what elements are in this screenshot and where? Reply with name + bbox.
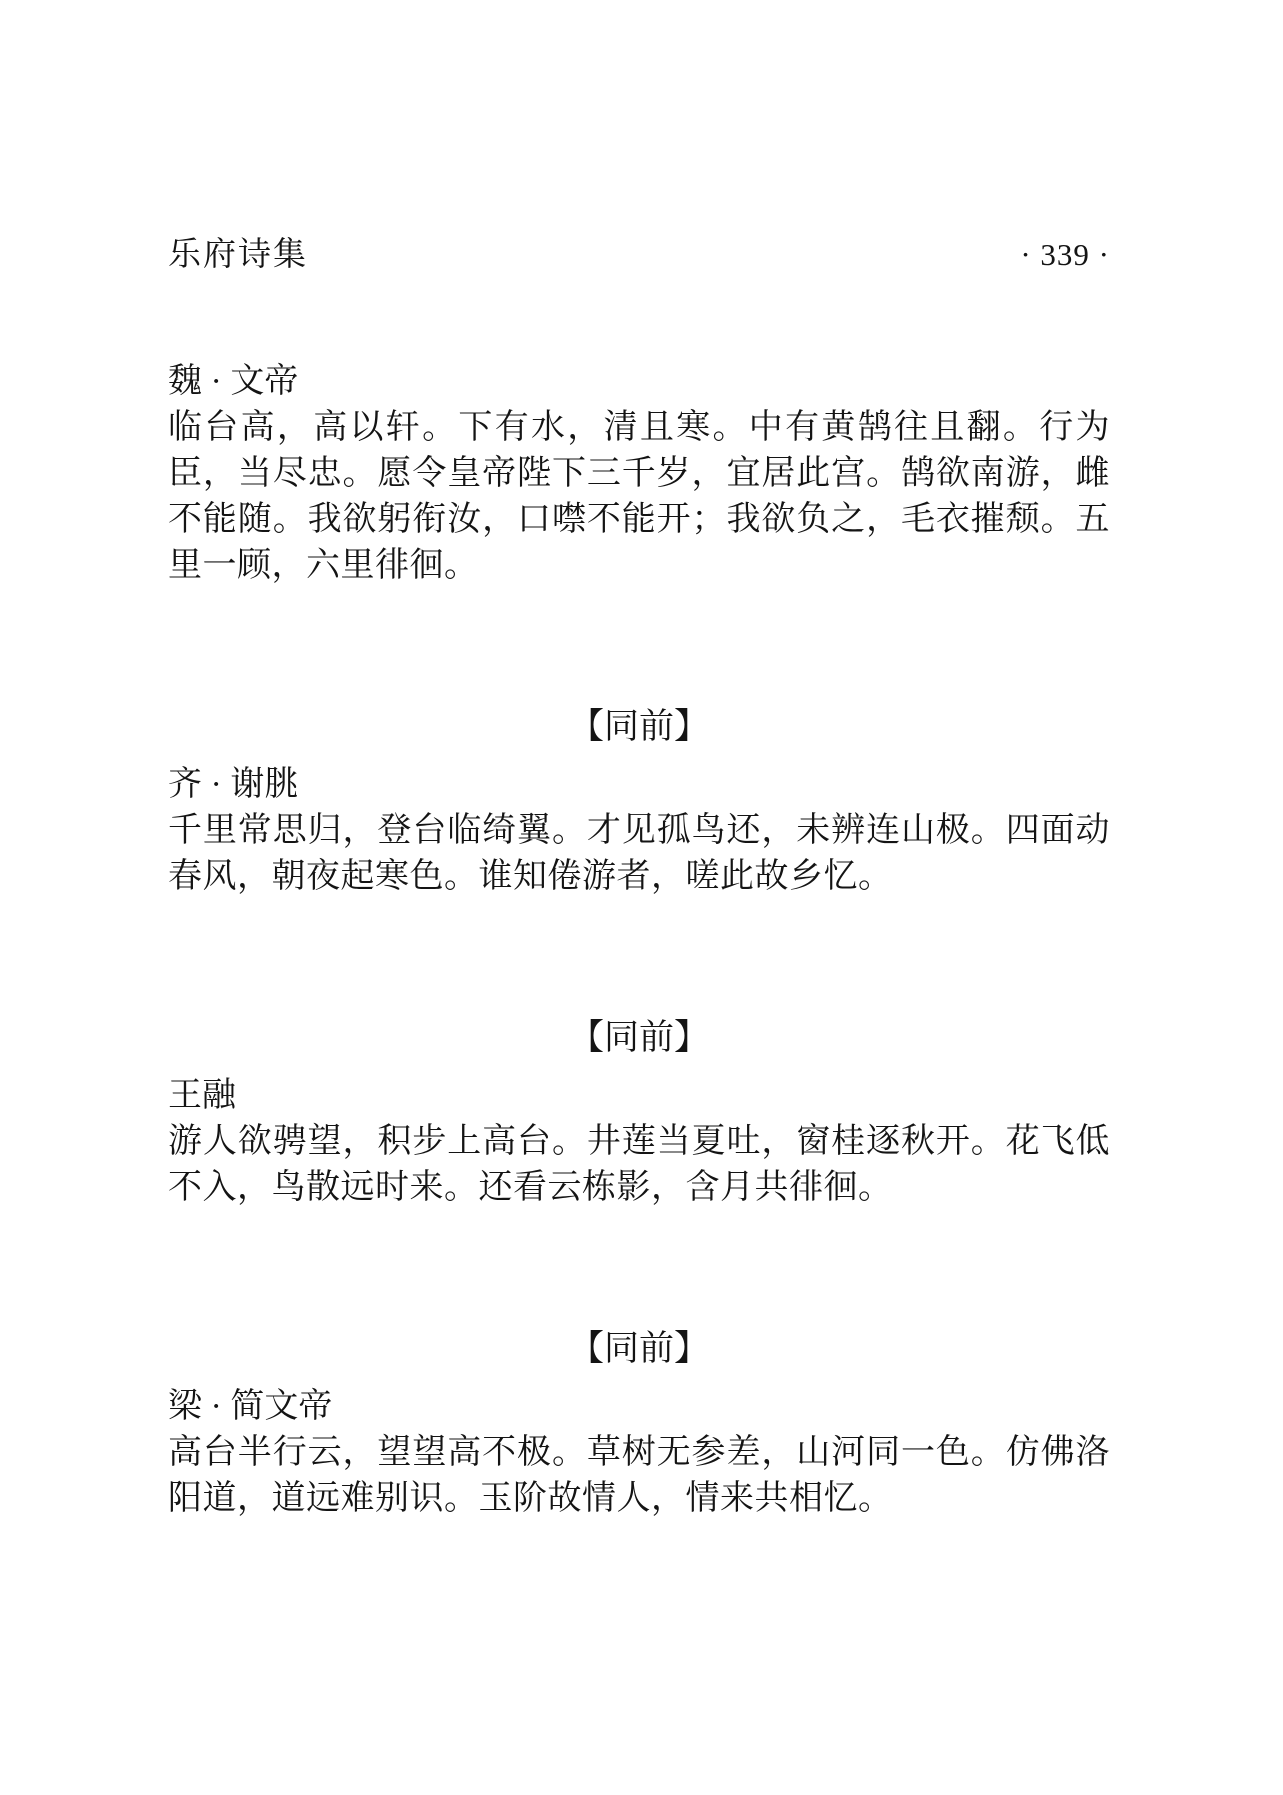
poem-heading: 【同前】 — [568, 707, 709, 746]
poem-section — [168, 1326, 1110, 1522]
poem-author: 魏 · 文帝 — [168, 363, 299, 400]
poem-section — [168, 704, 1110, 900]
poem-text: 临台高，高以轩。下有水，清且寒。中有黄鹄往且翻。行为臣，当尽忠。愿令皇帝陛下三千岁，宜居此宫。鹄欲南游，雌不能随。我欲躬衔汝，口噤不能开；我欲负之，毛衣摧颓。五里一顾，六里徘徊。 — [168, 409, 1110, 584]
poem-section — [168, 359, 1110, 589]
poem-author: 齐 · 谢朓 — [168, 766, 299, 803]
book-title: 乐府诗集 — [168, 237, 308, 273]
poem-text: 游人欲骋望，积步上高台。井莲当夏吐，窗桂逐秋开。花飞低不入，鸟散远时来。还看云栋影，含月共徘徊。 — [168, 1123, 1110, 1206]
poem-heading: 【同前】 — [568, 1018, 709, 1057]
poem-text: 千里常思归，登台临绮翼。才见孤鸟还，未辨连山极。四面动春风，朝夜起寒色。谁知倦游者，嗟此故乡忆。 — [168, 812, 1110, 895]
poem-author: 梁 · 简文帝 — [168, 1388, 333, 1425]
page-number: · 339 · — [1020, 237, 1110, 272]
poem-heading: 【同前】 — [568, 1329, 709, 1368]
poem-section — [168, 1015, 1110, 1211]
poem-text: 高台半行云，望望高不极。草树无参差，山河同一色。仿佛洛阳道，道远难别识。玉阶故情人，情来共相忆。 — [168, 1434, 1110, 1517]
page-header — [168, 232, 1110, 278]
poem-author: 王融 — [168, 1077, 236, 1114]
